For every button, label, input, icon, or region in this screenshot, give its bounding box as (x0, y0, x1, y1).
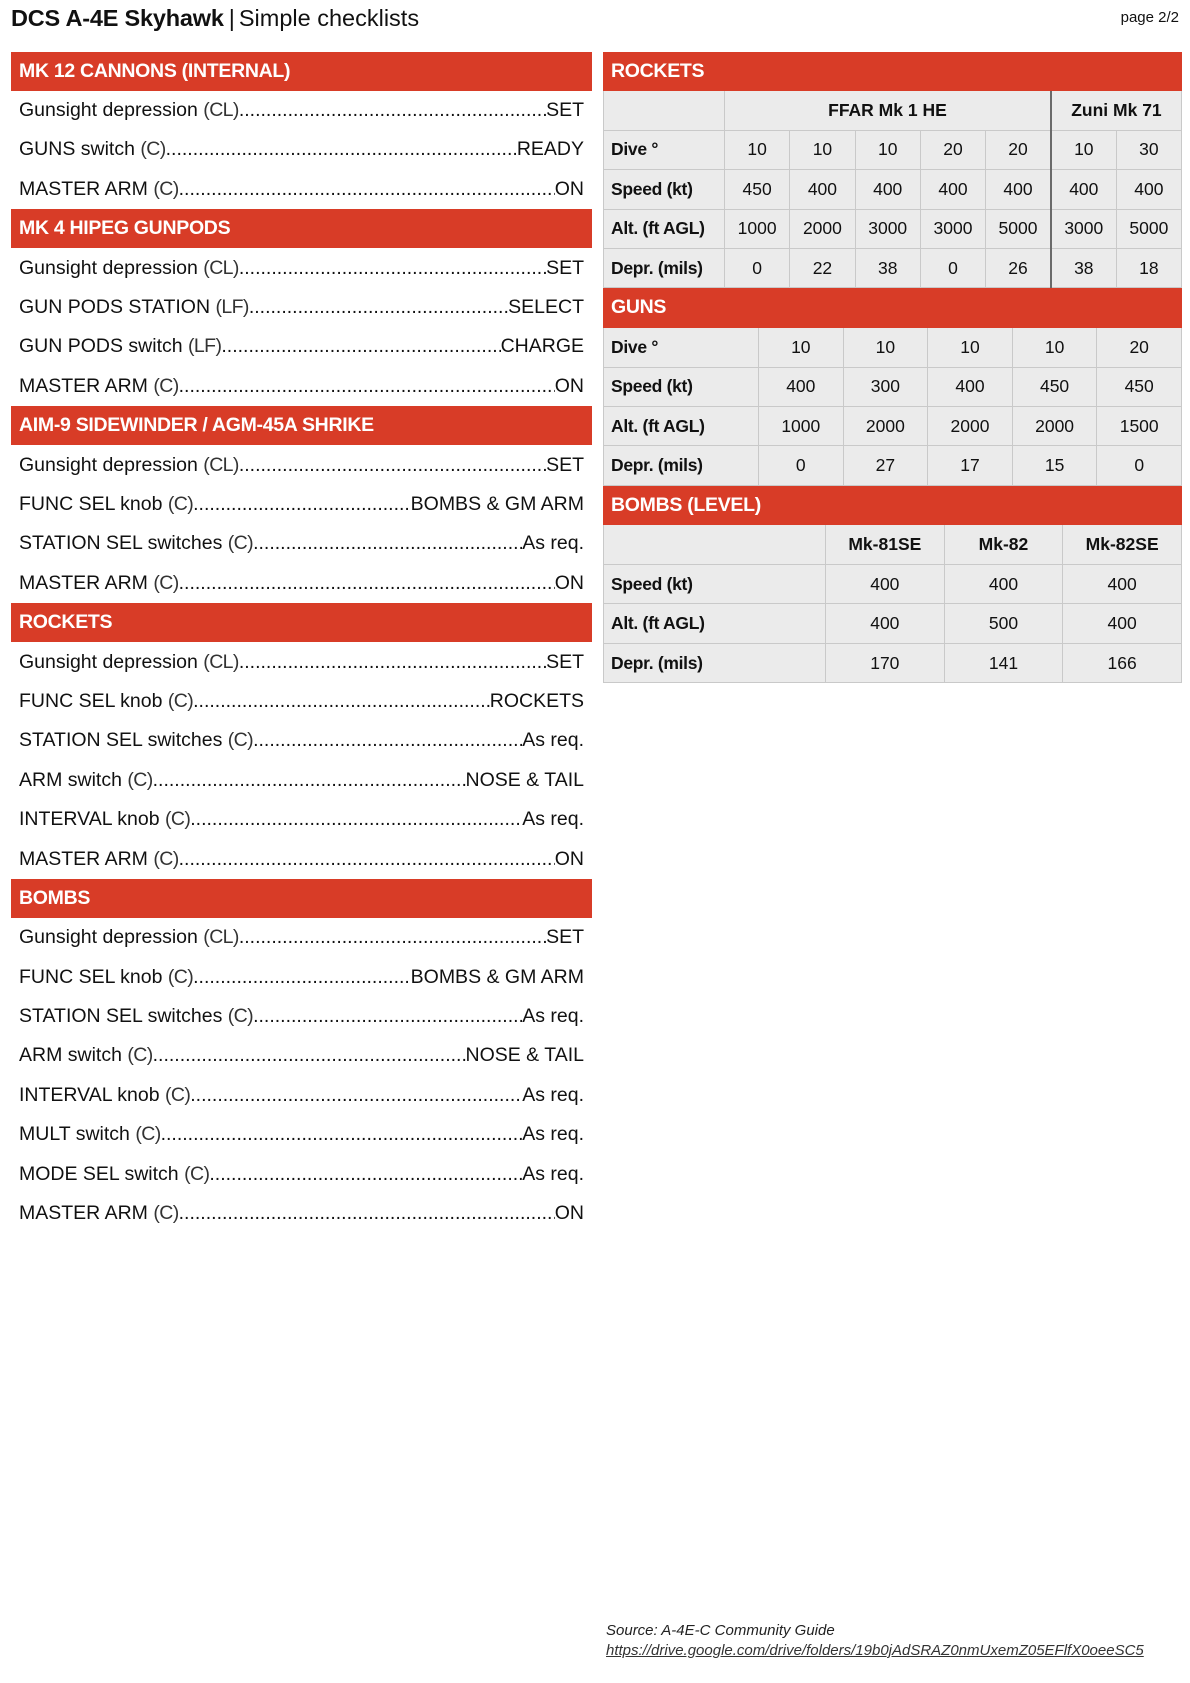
item-location: (LF) (215, 296, 249, 319)
column-header: Mk-82 (944, 525, 1063, 564)
item-value: As req. (522, 729, 584, 752)
item-value: NOSE & TAIL (465, 768, 584, 791)
checklist-item (11, 997, 592, 1036)
leader-dots (193, 690, 490, 713)
item-label: GUN PODS STATION (19, 296, 211, 319)
table-cell: 10 (1051, 130, 1116, 169)
item-location: (LF) (188, 335, 222, 358)
table-cell: 10 (855, 130, 920, 169)
item-value: READY (516, 138, 584, 161)
table-cell: 0 (725, 248, 790, 287)
leader-dots (179, 375, 555, 398)
item-value: BOMBS & GM ARM (410, 965, 584, 988)
table-cell: 1000 (759, 407, 844, 446)
item-location: (CL) (203, 926, 239, 949)
checklist-item (11, 761, 592, 800)
row-label: Alt. (ft AGL) (604, 407, 759, 446)
leader-dots (179, 848, 555, 871)
item-value: SET (546, 926, 584, 949)
leader-dots (239, 926, 546, 949)
item-value: ON (554, 374, 584, 397)
column-header: Mk-81SE (826, 525, 945, 564)
leader-dots (190, 1084, 522, 1107)
checklist-item (11, 839, 592, 878)
section-header: BOMBS (11, 879, 592, 918)
table-cell: 400 (944, 565, 1063, 604)
table-cell: 10 (928, 328, 1013, 367)
rockets-table (603, 91, 1182, 288)
leader-dots (161, 1123, 523, 1146)
checklist-item (11, 445, 592, 484)
table-cell: 22 (790, 248, 855, 287)
table-cell: 3000 (920, 209, 985, 248)
item-value: As req. (522, 1005, 584, 1028)
table-row (604, 407, 1182, 446)
guns-table-section (603, 288, 1182, 485)
table-cell: 400 (1051, 170, 1116, 209)
checklist-section (11, 209, 592, 406)
table-cell: 10 (759, 328, 844, 367)
row-label: Speed (kt) (604, 170, 725, 209)
table-cell: 0 (759, 446, 844, 485)
item-label: Gunsight depression (19, 99, 198, 122)
leader-dots (239, 454, 546, 477)
checklist-item (11, 918, 592, 957)
table-cell: 500 (944, 604, 1063, 643)
table-row (604, 170, 1182, 209)
table-cell: 26 (986, 248, 1051, 287)
table-cell: 450 (725, 170, 790, 209)
item-location: (CL) (203, 99, 239, 122)
table-cell: 400 (790, 170, 855, 209)
table-cell: 170 (826, 643, 945, 682)
table-cell: 2000 (928, 407, 1013, 446)
item-value: BOMBS & GM ARM (410, 492, 584, 515)
tables-column (603, 52, 1182, 684)
table-cell: 20 (986, 130, 1051, 169)
item-label: STATION SEL switches (19, 729, 223, 752)
leader-dots (209, 1163, 522, 1186)
item-value: ON (554, 847, 584, 870)
checklists-column (11, 52, 592, 1234)
leader-dots (239, 651, 546, 674)
item-location: (C) (127, 1044, 153, 1067)
table-row (604, 565, 1182, 604)
item-location: (C) (167, 492, 194, 515)
item-label: INTERVAL knob (19, 1083, 160, 1106)
table-row (604, 604, 1182, 643)
table-header-row (604, 91, 1182, 130)
item-value: SELECT (508, 296, 584, 319)
item-label: Gunsight depression (19, 256, 198, 279)
group-header-zuni: Zuni Mk 71 (1051, 91, 1182, 130)
checklist-item (11, 564, 592, 603)
leader-dots (253, 1005, 522, 1028)
title-aircraft: DCS A-4E Skyhawk (11, 5, 224, 31)
row-label: Dive ° (604, 328, 759, 367)
table-cell: 400 (1063, 604, 1182, 643)
checklist-item (11, 327, 592, 366)
item-label: Gunsight depression (19, 926, 198, 949)
table-cell: 400 (986, 170, 1051, 209)
leader-dots (249, 296, 508, 319)
item-label: MASTER ARM (19, 374, 148, 397)
item-label: FUNC SEL knob (19, 689, 163, 712)
item-location: (C) (227, 729, 254, 752)
checklist-section (11, 603, 592, 879)
table-cell: 10 (725, 130, 790, 169)
table-row (604, 248, 1182, 287)
table-cell: 30 (1116, 130, 1181, 169)
checklist-item (11, 288, 592, 327)
item-label: STATION SEL switches (19, 1005, 223, 1028)
leader-dots (193, 493, 411, 516)
item-value: SET (546, 256, 584, 279)
row-label: Alt. (ft AGL) (604, 604, 826, 643)
checklist-item (11, 130, 592, 169)
item-label: FUNC SEL knob (19, 492, 163, 515)
item-value: ON (554, 1202, 584, 1225)
table-cell: 450 (1012, 367, 1097, 406)
item-label: Gunsight depression (19, 453, 198, 476)
group-header-ffar: FFAR Mk 1 HE (725, 91, 1051, 130)
table-cell: 3000 (855, 209, 920, 248)
checklist-item (11, 1154, 592, 1193)
item-location: (C) (227, 1005, 254, 1028)
row-label: Depr. (mils) (604, 446, 759, 485)
table-cell: 38 (1051, 248, 1116, 287)
item-location: (CL) (203, 256, 239, 279)
item-value: ON (554, 177, 584, 200)
checklist-item (11, 91, 592, 130)
table-cell: 400 (759, 367, 844, 406)
row-label: Alt. (ft AGL) (604, 209, 725, 248)
leader-dots (239, 257, 546, 280)
item-location: (C) (135, 1123, 161, 1146)
item-label: INTERVAL knob (19, 808, 160, 831)
item-location: (C) (164, 808, 191, 831)
item-value: NOSE & TAIL (465, 1044, 584, 1067)
table-cell: 141 (944, 643, 1063, 682)
checklist-item (11, 957, 592, 996)
title-separator: | (228, 5, 235, 31)
table-row (604, 643, 1182, 682)
item-label: MULT switch (19, 1123, 130, 1146)
leader-dots (221, 335, 500, 358)
table-cell: 27 (843, 446, 928, 485)
item-location: (C) (140, 138, 166, 161)
table-cell: 20 (1097, 328, 1182, 367)
checklist-item (11, 1076, 592, 1115)
leader-dots (190, 808, 522, 831)
item-label: GUN PODS switch (19, 335, 183, 358)
column-header: Mk-82SE (1063, 525, 1182, 564)
item-value: As req. (522, 808, 584, 831)
table-cell: 5000 (1116, 209, 1181, 248)
item-label: GUNS switch (19, 138, 135, 161)
item-label: ARM switch (19, 1044, 122, 1067)
item-label: Gunsight depression (19, 650, 198, 673)
checklist-section (11, 879, 592, 1234)
checklist-item (11, 485, 592, 524)
item-location: (CL) (203, 453, 239, 476)
row-label: Dive ° (604, 130, 725, 169)
table-corner-cell (604, 525, 826, 564)
table-cell: 400 (920, 170, 985, 209)
leader-dots (193, 966, 411, 989)
section-header: ROCKETS (603, 52, 1182, 91)
item-value: As req. (522, 1162, 584, 1185)
table-cell: 2000 (790, 209, 855, 248)
checklist-item (11, 1115, 592, 1154)
table-cell: 10 (1012, 328, 1097, 367)
section-header: MK 4 HIPEG GUNPODS (11, 209, 592, 248)
table-cell: 1000 (725, 209, 790, 248)
table-cell: 10 (790, 130, 855, 169)
leader-dots (179, 178, 555, 201)
item-label: ARM switch (19, 768, 122, 791)
table-cell: 400 (928, 367, 1013, 406)
item-value: As req. (522, 1123, 584, 1146)
section-header: ROCKETS (11, 603, 592, 642)
table-cell: 2000 (1012, 407, 1097, 446)
table-row (604, 209, 1182, 248)
page-title (11, 3, 419, 33)
item-label: MASTER ARM (19, 177, 148, 200)
table-cell: 300 (843, 367, 928, 406)
leader-dots (239, 99, 546, 122)
table-row (604, 130, 1182, 169)
leader-dots (166, 138, 517, 161)
table-cell: 2000 (843, 407, 928, 446)
leader-dots (153, 1044, 466, 1067)
checklist-item (11, 367, 592, 406)
item-location: (C) (153, 177, 179, 200)
section-header: BOMBS (LEVEL) (603, 486, 1182, 525)
checklist-item (11, 800, 592, 839)
item-value: SET (546, 453, 584, 476)
row-label: Depr. (mils) (604, 643, 826, 682)
item-location: (C) (167, 689, 194, 712)
item-location: (C) (167, 965, 194, 988)
item-location: (C) (153, 374, 179, 397)
table-corner-cell (604, 91, 725, 130)
leader-dots (253, 729, 522, 752)
item-location: (C) (184, 1162, 210, 1185)
source-link[interactable]: https://drive.google.com/drive/folders/19b0jAdSRAZ0nmUxemZ05EFlfX0oeeSC5 (606, 1642, 1144, 1659)
table-row (604, 328, 1182, 367)
table-cell: 3000 (1051, 209, 1116, 248)
table-cell: 166 (1063, 643, 1182, 682)
table-cell: 5000 (986, 209, 1051, 248)
row-label: Speed (kt) (604, 565, 826, 604)
footer (606, 1621, 1144, 1661)
item-location: (C) (153, 847, 179, 870)
table-cell: 450 (1097, 367, 1182, 406)
item-location: (C) (127, 768, 153, 791)
bombs-table-section (603, 486, 1182, 683)
section-header: GUNS (603, 288, 1182, 327)
item-label: MASTER ARM (19, 1202, 148, 1225)
checklist-section (11, 406, 592, 603)
item-label: STATION SEL switches (19, 532, 223, 555)
bombs-level-table (603, 525, 1182, 683)
item-label: MODE SEL switch (19, 1162, 179, 1185)
item-value: CHARGE (500, 335, 584, 358)
table-cell: 15 (1012, 446, 1097, 485)
table-cell: 10 (843, 328, 928, 367)
item-value: As req. (522, 1083, 584, 1106)
checklist-item (11, 721, 592, 760)
table-cell: 0 (920, 248, 985, 287)
table-cell: 18 (1116, 248, 1181, 287)
item-location: (C) (164, 1083, 191, 1106)
title-subtitle: Simple checklists (238, 5, 420, 31)
item-value: As req. (522, 532, 584, 555)
table-cell: 400 (855, 170, 920, 209)
section-header: MK 12 CANNONS (INTERNAL) (11, 52, 592, 91)
checklist-item (11, 1036, 592, 1075)
page-number: page 2/2 (1120, 9, 1179, 26)
table-cell: 17 (928, 446, 1013, 485)
row-label: Depr. (mils) (604, 248, 725, 287)
checklist-item (11, 170, 592, 209)
guns-table (603, 328, 1182, 486)
table-cell: 38 (855, 248, 920, 287)
table-row (604, 367, 1182, 406)
item-location: (C) (153, 571, 179, 594)
table-cell: 0 (1097, 446, 1182, 485)
checklist-item (11, 524, 592, 563)
row-label: Speed (kt) (604, 367, 759, 406)
item-value: ROCKETS (489, 689, 584, 712)
table-header-row (604, 525, 1182, 564)
checklist-section (11, 52, 592, 210)
leader-dots (179, 572, 555, 595)
table-cell: 400 (1063, 565, 1182, 604)
table-cell: 400 (826, 565, 945, 604)
table-cell: 1500 (1097, 407, 1182, 446)
item-label: FUNC SEL knob (19, 965, 163, 988)
item-value: SET (546, 99, 584, 122)
checklist-item (11, 248, 592, 287)
checklist-item (11, 1194, 592, 1233)
source-note: Source: A-4E-C Community Guide (606, 1622, 835, 1639)
item-value: ON (554, 571, 584, 594)
checklist-item (11, 682, 592, 721)
item-label: MASTER ARM (19, 847, 148, 870)
leader-dots (253, 532, 522, 555)
leader-dots (153, 769, 466, 792)
item-location: (C) (153, 1202, 179, 1225)
leader-dots (179, 1202, 555, 1225)
item-label: MASTER ARM (19, 571, 148, 594)
section-header: AIM-9 SIDEWINDER / AGM-45A SHRIKE (11, 406, 592, 445)
table-cell: 400 (1116, 170, 1181, 209)
item-location: (CL) (203, 650, 239, 673)
item-value: SET (546, 650, 584, 673)
rockets-table-section (603, 52, 1182, 289)
item-location: (C) (227, 532, 254, 555)
table-row (604, 446, 1182, 485)
table-cell: 400 (826, 604, 945, 643)
checklist-item (11, 642, 592, 681)
table-cell: 20 (920, 130, 985, 169)
